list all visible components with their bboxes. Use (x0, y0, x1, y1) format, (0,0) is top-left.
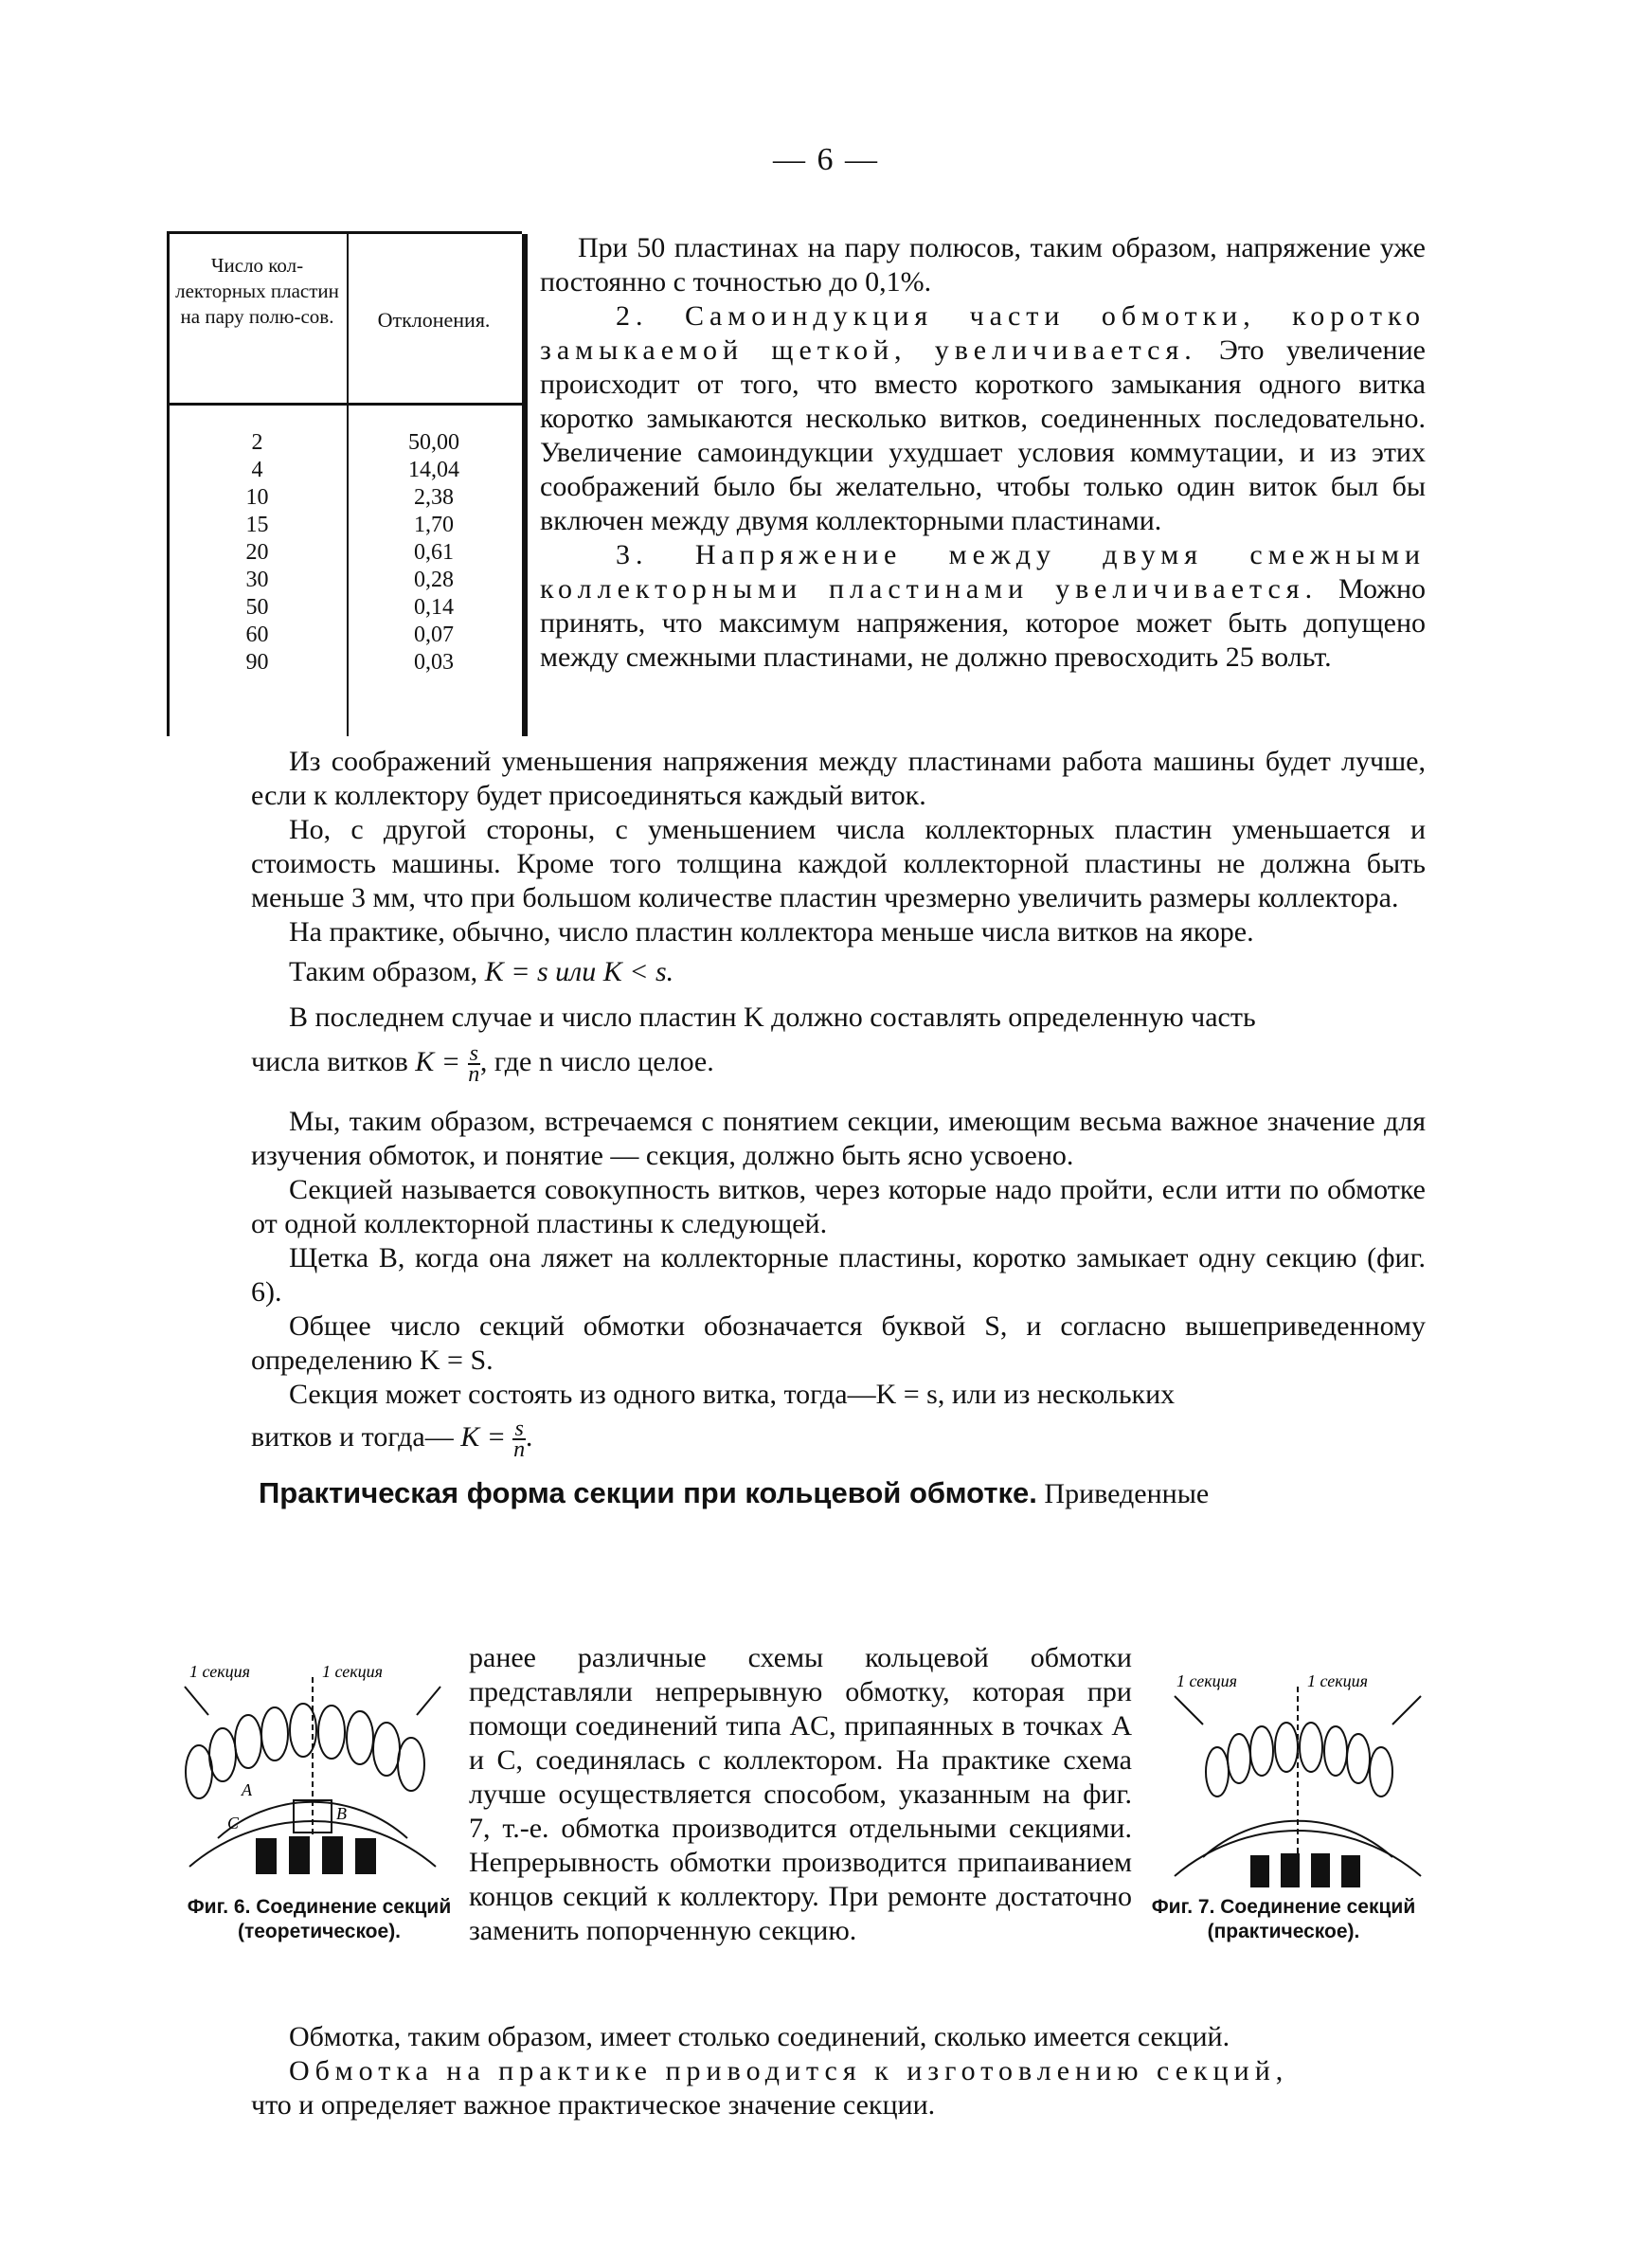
table-cell: 0,61 (414, 540, 454, 565)
figure-arc (189, 1821, 436, 1867)
paragraph: В последнем случае и число пластин K должно составлять определенную часть (289, 1002, 1256, 1033)
spaced-heading: 2. Самоиндукция части обмотки, коротко замыкаемой щеткой, увеличивается. (540, 300, 1426, 366)
table-cell: 20 (245, 540, 269, 565)
paragraph: Из соображений уменьшения напряжения между пластинами работа машины будет лучше, если к коллектору будет присоединяться каждый виток. (251, 746, 1426, 811)
table-cell: 10 (245, 485, 269, 510)
spaced-sentence: Обмотка на практике приводится к изготовлению секций, (289, 2055, 1289, 2086)
paragraph: При 50 пластинах на пару полюсов, таким образом, напряжение уже постоянно с точностью до 0,1%. (540, 232, 1426, 298)
table-cell: 60 (245, 623, 269, 647)
spaced-heading: 3. Напряжение между двумя смежными коллекторными пластинами увеличивается. (540, 539, 1426, 605)
fraction-denominator: n (513, 1437, 526, 1462)
middle-column-text (469, 1641, 1132, 1948)
formula-k: K = (460, 1420, 506, 1453)
table-cell: 2 (251, 430, 263, 455)
fraction (512, 1417, 526, 1462)
main-text (251, 745, 1426, 1511)
section-heading-line (251, 1476, 1426, 1511)
section-divider (1175, 1696, 1203, 1724)
paragraph: витков и тогда— K = $\frac{s}{n}$ . (251, 1417, 533, 1462)
table-cell: 0,14 (414, 595, 454, 620)
table-cell: 1,70 (414, 513, 454, 537)
section-divider (1392, 1696, 1421, 1724)
text: числа витков (251, 1045, 408, 1077)
heading-tail: Приведенные (1044, 1478, 1210, 1509)
commutator-bars (1250, 1853, 1360, 1887)
section-heading: Практическая форма секции при кольцевой обмотке. (259, 1476, 1037, 1509)
figure-7-diagram (1156, 1658, 1440, 1895)
closing-text (251, 2020, 1426, 2122)
table-cell: 0,28 (414, 568, 454, 592)
paragraph: Секцией называется совокупность витков, через которые надо пройти, если итти по обмотке от одной коллекторной пластины к следующей. (251, 1174, 1426, 1239)
paragraph (251, 2054, 1426, 2088)
section-divider (185, 1687, 208, 1715)
fraction-numerator: s (469, 1041, 478, 1066)
right-column-text (540, 231, 1426, 675)
paragraph: Но, с другой стороны, с уменьшением числа коллекторных пластин уменьшается и стоимость машины. Кроме того толщина каждой коллекторной пластины не должна быть меньше 3 мм, что при большом количестве пластин чрезмерно увеличить размеры коллектора. (251, 814, 1426, 913)
table-cell: 50 (245, 595, 269, 620)
paragraph: Мы, таким образом, встречаемся с понятием секции, имеющим весьма важное значение для изучения обмоток, и понятие — секция, должно быть ясно усвоено. (251, 1106, 1426, 1171)
table-cell: 90 (245, 650, 269, 675)
fraction-denominator: n (468, 1062, 480, 1087)
paragraph: ранее различные схемы кольцевой обмотки представляли непрерывную обмотку, которая при помощи соединений типа AC, припаянных в точках A и C, соединялась с коллектором. На практике схема лучше осуществляется способом, указанным на фиг. 7, т.-е. обмотка производится отдельными секциями. Непрерывность обмотки производится припаиванием концов секций к коллектору. При ремонте достаточно заменить попорченную секцию. (469, 1642, 1132, 1946)
paragraph: Обмотка, таким образом, имеет столько соединений, сколько имеется секций. (289, 2021, 1230, 2052)
commutator-bars (256, 1836, 376, 1874)
fraction (468, 1041, 480, 1087)
paragraph (540, 299, 1426, 538)
fig6-letter-c: C (227, 1814, 240, 1833)
fig6-letter-b: B (336, 1804, 347, 1823)
paragraph (251, 1041, 1426, 1087)
table-cell: 0,03 (414, 650, 454, 675)
table-col-deviation (350, 429, 518, 677)
fig7-label-right: 1 секция (1307, 1671, 1369, 1690)
figure-7-caption: Фиг. 7. Соединение секций (практическое). (1151, 1896, 1416, 1942)
paragraph (251, 955, 1426, 989)
table-header-deviation: Отклонения. (377, 308, 491, 332)
paragraph: Секция может состоять из одного витка, тогда—K = s, или из нескольких (289, 1379, 1176, 1410)
deviation-table (167, 231, 522, 736)
table-cell: 0,07 (414, 623, 454, 647)
table-column-divider (347, 234, 349, 736)
fig7-label-left: 1 секция (1176, 1671, 1238, 1690)
table-right-bar (522, 234, 528, 736)
table-cell: 15 (245, 513, 269, 537)
table-col-plates (170, 429, 345, 677)
formula-k: K = (415, 1045, 461, 1077)
section-divider (417, 1687, 440, 1715)
figure-6-caption: Фиг. 6. Соединение секций (теоретическое). (187, 1896, 452, 1942)
paragraph: Щетка B, когда она ляжет на коллекторные пластины, коротко замыкает одну секцию (фиг. 6). (251, 1242, 1426, 1308)
text: витков и тогда— (251, 1420, 454, 1453)
paragraph: что и определяет важное практическое значение секции. (251, 2089, 936, 2121)
fraction-numerator: s (514, 1417, 524, 1441)
paragraph-body: Это увеличение происходит от того, что вместо короткого замыкания одного витка коротко замыкаются несколько витков, соединенных последовательно. Увеличение самоиндукции ухудшает условия коммутации, и из этих соображений было бы желательно, чтобы только один виток был бы включен между двумя коллекторными пластинами. (540, 334, 1426, 536)
figure-6-diagram (171, 1649, 455, 1886)
formula: K = s или K < s. (484, 956, 674, 987)
paragraph (540, 538, 1426, 675)
table-header-plates: Число кол-лекторных пластин на пару полю-сов. (175, 254, 339, 328)
winding-coils (186, 1704, 424, 1798)
fig6-label-left: 1 секция (189, 1662, 251, 1681)
table-header-divider (170, 403, 522, 406)
table-cell: 2,38 (414, 485, 454, 510)
text: Таким образом, (289, 956, 478, 987)
table-cell: 30 (245, 568, 269, 592)
page-number: — 6 — (773, 142, 879, 177)
text: , где n число целое. (479, 1045, 714, 1077)
paragraph: Общее число секций обмотки обозначается буквой S, и согласно вышеприведенному определению K = S. (251, 1310, 1426, 1376)
fig6-letter-a: A (242, 1780, 252, 1799)
fig6-label-right: 1 секция (322, 1662, 384, 1681)
table-cell: 4 (251, 458, 263, 482)
table-cell: 50,00 (408, 430, 459, 455)
paragraph: На практике, обычно, число пластин коллектора меньше числа витков на якоре. (289, 916, 1254, 948)
paragraph-body: Можно принять, что максимум напряжения, которое может быть допущено между смежными пластинами, не должно превосходить 25 вольт. (540, 573, 1426, 673)
winding-coils (1206, 1723, 1392, 1797)
table-cell: 14,04 (408, 458, 459, 482)
